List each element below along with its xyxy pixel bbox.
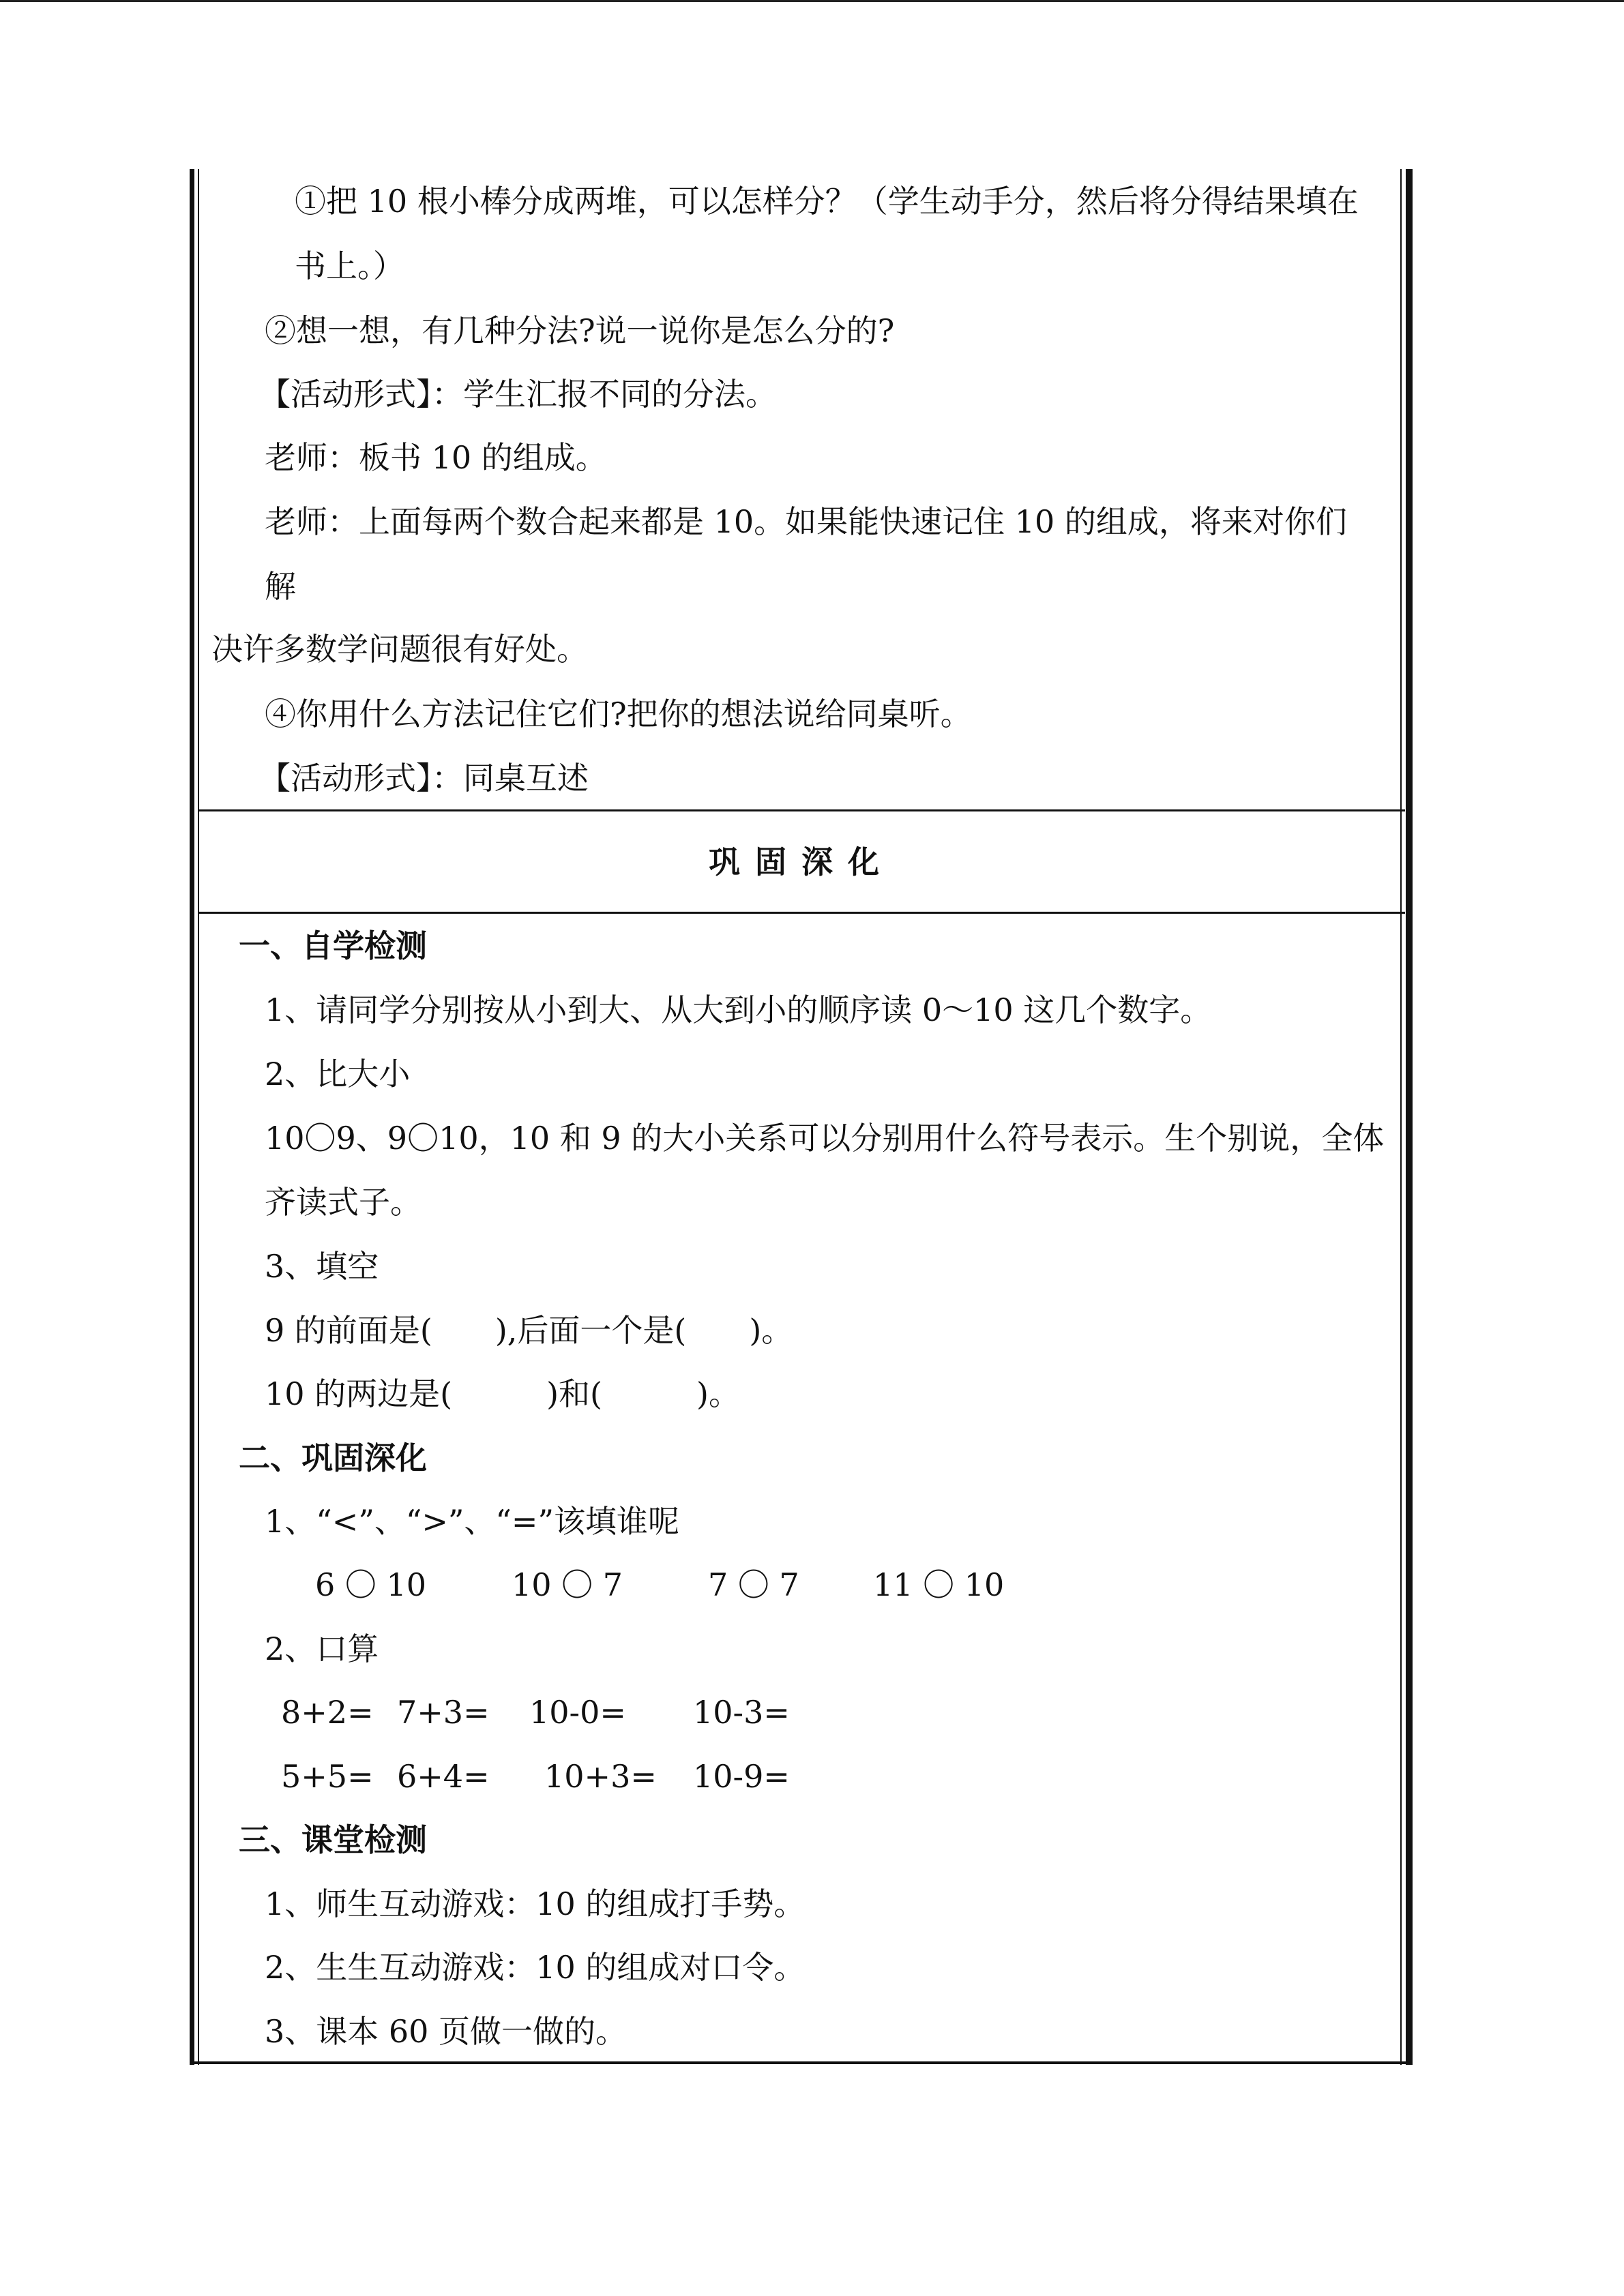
text-line: 书上。） xyxy=(295,248,404,284)
text-line: 齐读式子。 xyxy=(265,1184,422,1221)
text-line: 3、填空 xyxy=(265,1248,379,1285)
calc-item: 7+3= xyxy=(397,1694,490,1731)
part1-heading: 一、自学检测 xyxy=(239,927,427,964)
calc-item: 5+5= xyxy=(281,1758,374,1795)
text-line: 1、“<”、“>”、“=”该填谁呢 xyxy=(265,1503,679,1540)
calc-item: 10+3= xyxy=(544,1758,657,1795)
compare-item: 10 〇 7 xyxy=(512,1566,623,1603)
part2-heading: 二、巩固深化 xyxy=(239,1440,427,1476)
compare-item: 7 〇 7 xyxy=(708,1566,799,1603)
calc-item: 10-9= xyxy=(693,1758,790,1795)
text-line: 2、比大小 xyxy=(265,1056,411,1092)
text-line: 【活动形式】：学生汇报不同的分法。 xyxy=(259,376,777,413)
text-line: 老师：板书 10 的组成。 xyxy=(265,439,607,476)
text-line: 2、口算 xyxy=(265,1630,379,1667)
calc-row xyxy=(0,1692,1624,1733)
table-bottom-border xyxy=(190,2061,1413,2064)
compare-item: 6 〇 10 xyxy=(315,1566,427,1603)
text-line: 解 xyxy=(265,568,296,605)
text-line: 【活动形式】：同桌互述 xyxy=(259,760,589,796)
text-line: ①把 10 根小棒分成两堆，可以怎样分？（学生动手分，然后将分得结果填在 xyxy=(295,183,1359,220)
text-line: 3、课本 60 页做一做的。 xyxy=(265,2013,628,2050)
text-line: 10〇9、9〇10，10 和 9 的大小关系可以分别用什么符号表示。生个别说，全体 xyxy=(265,1120,1385,1157)
text-line: ④你用什么方法记住它们?把你的想法说给同桌听。 xyxy=(265,696,972,732)
calc-item: 10-3= xyxy=(693,1694,790,1731)
calc-item: 8+2= xyxy=(281,1694,374,1731)
calc-row xyxy=(0,1756,1624,1797)
section-title: 巩固深化 xyxy=(709,844,894,880)
row-divider xyxy=(198,809,1405,811)
text-line: 老师：上面每两个数合起来都是 10。如果能快速记住 10 的组成，将来对你们 xyxy=(265,503,1347,540)
page-top-border xyxy=(0,0,1624,2)
text-line: 2、生生互动游戏：10 的组成对口令。 xyxy=(265,1949,806,1986)
calc-item: 6+4= xyxy=(397,1758,490,1795)
compare-row xyxy=(0,1564,1624,1605)
compare-item: 11 〇 10 xyxy=(873,1566,1005,1603)
calc-item: 10-0= xyxy=(529,1694,626,1731)
fill-blank-line: 9 的前面是( ),后面一个是( )。 xyxy=(265,1312,793,1349)
text-line: 1、请同学分别按从小到大、从大到小的顺序读 0～10 这几个数字。 xyxy=(265,992,1212,1028)
fill-blank-line: 10 的两边是( )和( )。 xyxy=(265,1375,740,1412)
text-line: 决许多数学问题很有好处。 xyxy=(211,631,588,668)
part3-heading: 三、课堂检测 xyxy=(239,1821,427,1858)
row-divider xyxy=(198,912,1405,914)
text-line: 1、师生互动游戏：10 的组成打手势。 xyxy=(265,1885,806,1922)
text-line: ②想一想，有几种分法?说一说你是怎么分的? xyxy=(265,312,895,349)
